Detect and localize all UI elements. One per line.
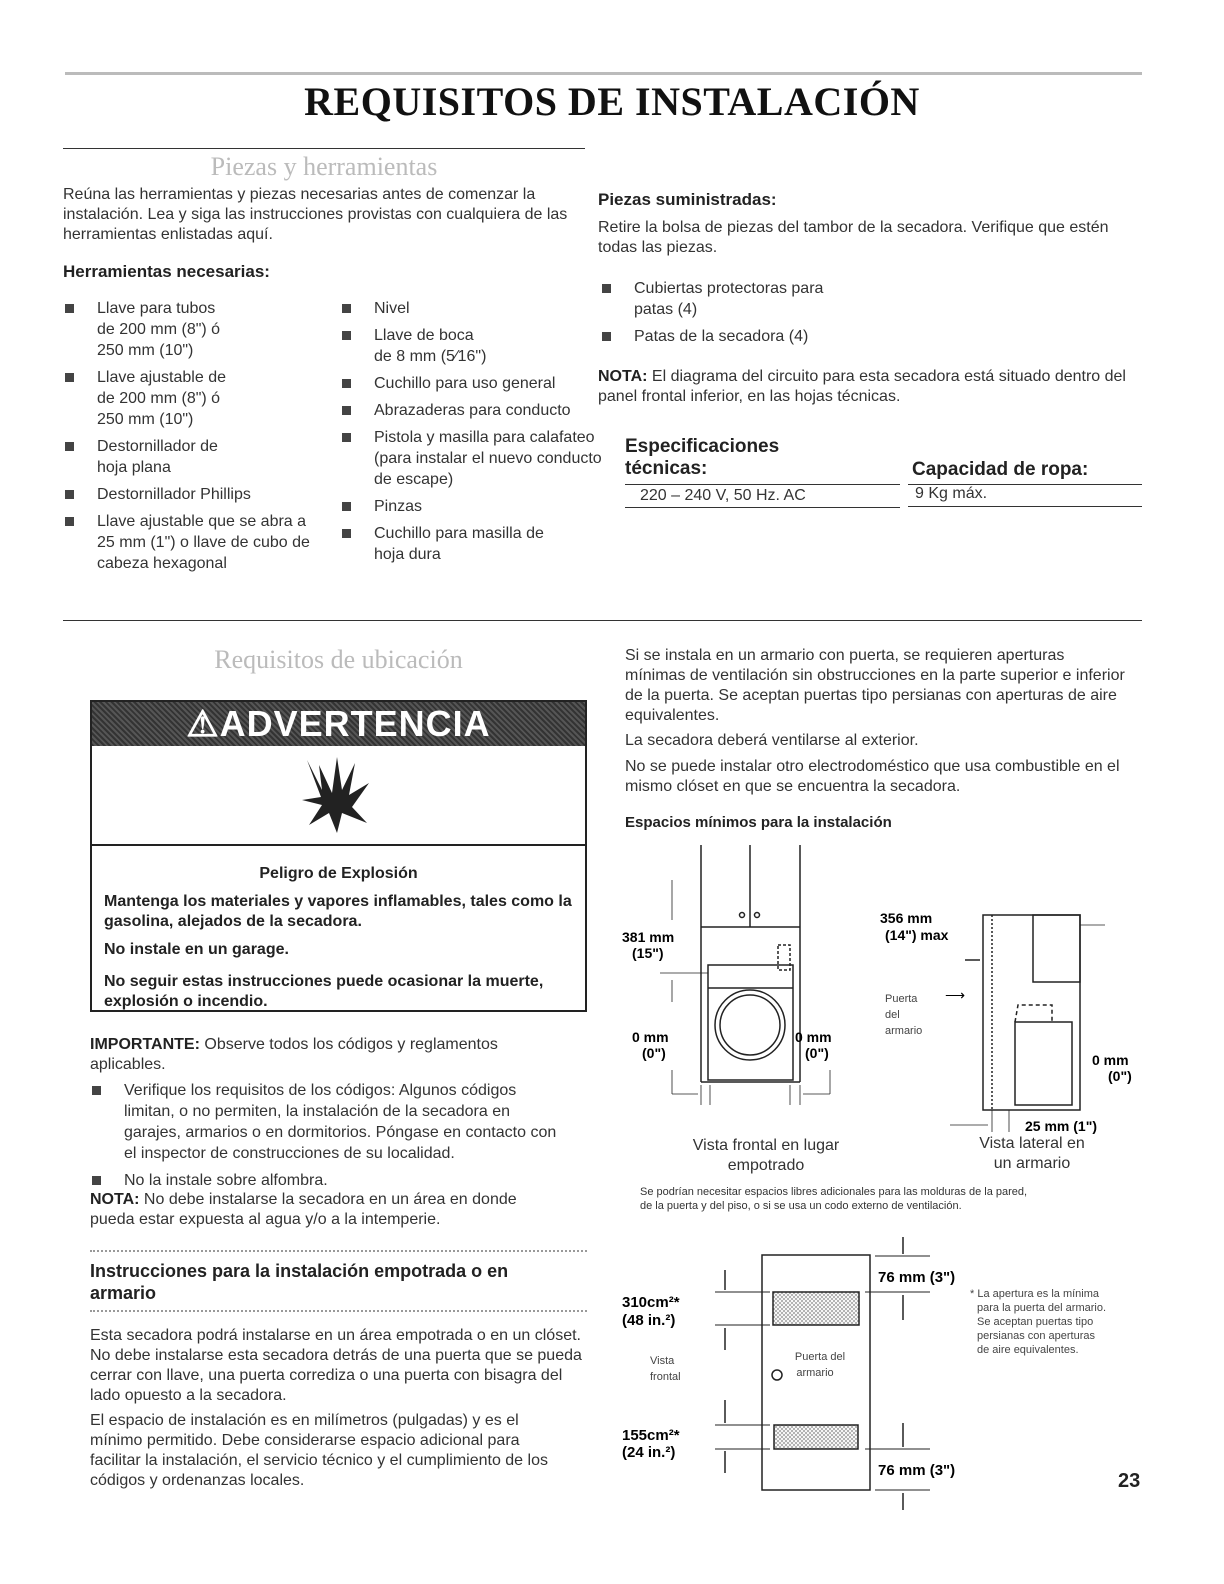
warning-divider — [92, 844, 585, 846]
dotted-rule — [90, 1250, 587, 1252]
dim-top-in: (15") — [632, 945, 664, 961]
bottom-opening-area-in: (24 in.²) — [622, 1444, 676, 1461]
footnote-line: * La apertura es la mínima — [970, 1288, 1100, 1300]
dim-top-mm: 381 mm — [622, 929, 675, 945]
note-label: NOTA: — [598, 368, 648, 385]
warning-line-1: Mantenga los materiales y vapores inflamables, tales como la gasolina, alejados de la secadora. — [104, 893, 572, 930]
bottom-gap: 76 mm (3") — [878, 1462, 956, 1479]
top-opening-area-in: (48 in.²) — [622, 1312, 676, 1329]
capacity-value: 9 Kg máx. — [915, 485, 988, 502]
list-item: Destornillador Phillips — [63, 484, 328, 505]
closet-paragraph-2: El espacio de instalación es en milímetros (pulgadas) y es el mínimo permitido. Debe considerarse espacio adicional para facilitar la instalación, el servicio técnico y el cumplimiento de los códigos y ordenanzas locales. — [90, 1412, 548, 1489]
dim-back: 25 mm (1") — [1025, 1118, 1097, 1134]
note-text: No debe instalarse la secadora en un área en donde pueda estar expuesta al agua y/o a la intemperie. — [90, 1191, 517, 1228]
footnote-line: persianas con aperturas — [977, 1330, 1096, 1342]
door-label-1: Puerta — [885, 993, 918, 1005]
note-label: NOTA: — [90, 1191, 140, 1208]
list-item: Destornillador de hoja plana — [63, 436, 237, 478]
warning-title: ADVERTENCIA — [219, 703, 491, 744]
door-vent-diagram — [620, 1235, 1140, 1515]
list-item: Nivel — [340, 298, 600, 319]
top-rule — [65, 72, 1142, 75]
right-paragraph-2: La secadora deberá ventilarse al exterior. — [625, 732, 919, 749]
spaces-heading: Espacios mínimos para la instalación — [625, 814, 892, 831]
dim-max-in: (14") max — [885, 927, 949, 943]
important-text — [90, 1035, 550, 1075]
caption-front: Vista frontal en lugar — [692, 1137, 840, 1154]
parts-note — [598, 367, 1128, 407]
view-label-1: Vista — [650, 1355, 675, 1367]
warning-line-2: No instale en un garage. — [104, 941, 289, 958]
front-view-drawing — [660, 845, 830, 1105]
list-item: Cuchillo para masilla de hoja dura — [340, 523, 544, 565]
dim-side-mm: 0 mm — [1092, 1052, 1129, 1068]
parts-heading: Piezas suministradas: — [598, 190, 777, 209]
specs-rule — [625, 484, 900, 485]
list-item: Llave ajustable de de 200 mm (8") ó 250 mm (10") — [63, 367, 247, 430]
hazard-title: Peligro de Explosión — [259, 865, 418, 882]
right-paragraph-1: Si se instala en un armario con puerta, se requieren aperturas mínimas de ventilación sin obstrucciones en la parte superior e inferior de la puerta. Se aceptan puertas tipo persianas con aperturas de aire equivalentes. — [625, 647, 1125, 724]
list-item: Llave para tubos de 200 mm (8") ó 250 mm (10") — [63, 298, 227, 361]
section-title-location: Requisitos de ubicación — [214, 645, 463, 674]
page-number: 23 — [1118, 1470, 1141, 1492]
dim-right-mm: 0 mm — [795, 1029, 832, 1045]
view-label-2: frontal — [650, 1371, 681, 1383]
list-item: Patas de la secadora (4) — [600, 326, 900, 347]
dim-max-mm: 356 mm — [880, 910, 933, 926]
list-item: Cuchillo para uso general — [340, 373, 600, 394]
page-title: REQUISITOS DE INSTALACIÓN — [304, 79, 920, 124]
top-opening-area: 310cm²* — [622, 1294, 680, 1311]
tools-list-1 — [63, 298, 328, 580]
footnote-line-2: de la puerta y del piso, o si se usa un codo externo de ventilación. — [640, 1200, 962, 1212]
list-item: Cubiertas protectoras para patas (4) — [600, 278, 834, 320]
door-label-1: Puerta del — [794, 1351, 846, 1363]
list-item: Llave ajustable que se abra a 25 mm (1") o llave de cubo de cabeza hexagonal — [63, 511, 317, 574]
footnote-line: Se aceptan puertas tipo — [977, 1316, 1094, 1328]
dim-left-mm: 0 mm — [632, 1029, 669, 1045]
note-text: El diagrama del circuito para esta secadora está situado dentro del panel frontal inferior, en las hojas técnicas. — [598, 368, 1126, 405]
caption-side: Vista lateral en — [979, 1135, 1085, 1152]
warning-box — [90, 700, 587, 1012]
caption-side-2: un armario — [993, 1155, 1071, 1172]
dotted-rule — [90, 1310, 587, 1312]
warning-line-3: No seguir estas instrucciones puede ocasionar la muerte, explosión o incendio. — [104, 973, 544, 1010]
footnote-line: para la puerta del armario. — [977, 1302, 1107, 1314]
right-paragraph-3: No se puede instalar otro electrodoméstico que usa combustible en el mismo clóset en que se encuentra la secadora. — [625, 758, 1120, 795]
door-label-2: armario — [796, 1367, 834, 1379]
capacity-underline — [908, 506, 1142, 507]
location-bullets — [90, 1080, 560, 1197]
dim-left-in: (0") — [642, 1045, 666, 1061]
important-body: Observe todos los códigos y reglamentos aplicables. — [90, 1036, 498, 1073]
side-view-drawing — [950, 915, 1105, 1132]
tools-list-2 — [340, 298, 600, 571]
specs-value: 220 – 240 V, 50 Hz. AC — [640, 487, 806, 504]
location-note — [90, 1190, 560, 1230]
footnote-line: de aire equivalentes. — [977, 1344, 1079, 1356]
section-rule — [63, 148, 585, 149]
specs-underline — [625, 507, 900, 508]
section-title-parts-tools: Piezas y herramientas — [210, 152, 438, 181]
warning-triangle-icon: ⚠ — [186, 703, 220, 744]
section-rule — [63, 620, 1142, 621]
clearance-diagram — [620, 840, 1140, 1220]
capacity-heading: Capacidad de ropa: — [912, 459, 1089, 480]
closet-heading: Instrucciones para la instalación empotrada o en armario — [90, 1261, 509, 1303]
list-item: Verifique los requisitos de los códigos: Algunos códigos limitan, o no permiten, la instalación de la secadora en garajes, armarios o en dormitorios. Póngase en contacto con el inspector de construcciones de su localidad. — [90, 1080, 560, 1164]
caption-front-2: empotrado — [727, 1157, 805, 1174]
specs-heading: Especificaciones técnicas: — [625, 436, 780, 479]
parts-list — [600, 278, 900, 353]
intro-text: Reúna las herramientas y piezas necesarias antes de comenzar la instalación. Lea y siga las instrucciones provistas con cualquiera de las herramientas enlistadas aquí. — [63, 186, 568, 243]
list-item: Pistola y masilla para calafateo (para instalar el nuevo conducto de escape) — [340, 427, 604, 490]
door-label-2: del — [885, 1009, 900, 1021]
dim-right-in: (0") — [805, 1045, 829, 1061]
door-label-3: armario — [885, 1025, 923, 1037]
closet-paragraph-1: Esta secadora podrá instalarse en un área empotrada o en un clóset. No debe instalarse esta secadora detrás de una puerta que se pueda cerrar con llave, una puerta corrediza o una puerta con bisagra del lado opuesto a la secadora. — [90, 1327, 582, 1404]
explosion-icon — [297, 755, 377, 835]
list-item: Pinzas — [340, 496, 600, 517]
dim-side-in: (0") — [1108, 1068, 1132, 1084]
bottom-opening-area: 155cm²* — [622, 1427, 680, 1444]
warning-header — [92, 702, 585, 746]
important-label: IMPORTANTE: — [90, 1036, 200, 1053]
opening-footnote — [970, 1288, 1106, 1356]
top-gap: 76 mm (3") — [878, 1269, 956, 1286]
tools-heading: Herramientas necesarias: — [63, 262, 270, 281]
footnote-line-1: Se podrían necesitar espacios libres adicionales para las molduras de la pared, — [640, 1186, 1028, 1198]
door-arrow-icon: ⟶ — [945, 987, 966, 1003]
parts-intro: Retire la bolsa de piezas del tambor de la secadora. Verifique que estén todas las piezas. — [598, 219, 1109, 256]
list-item: No la instale sobre alfombra. — [90, 1170, 560, 1191]
list-item: Llave de boca de 8 mm (5⁄16") — [340, 325, 494, 367]
list-item: Abrazaderas para conducto — [340, 400, 600, 421]
